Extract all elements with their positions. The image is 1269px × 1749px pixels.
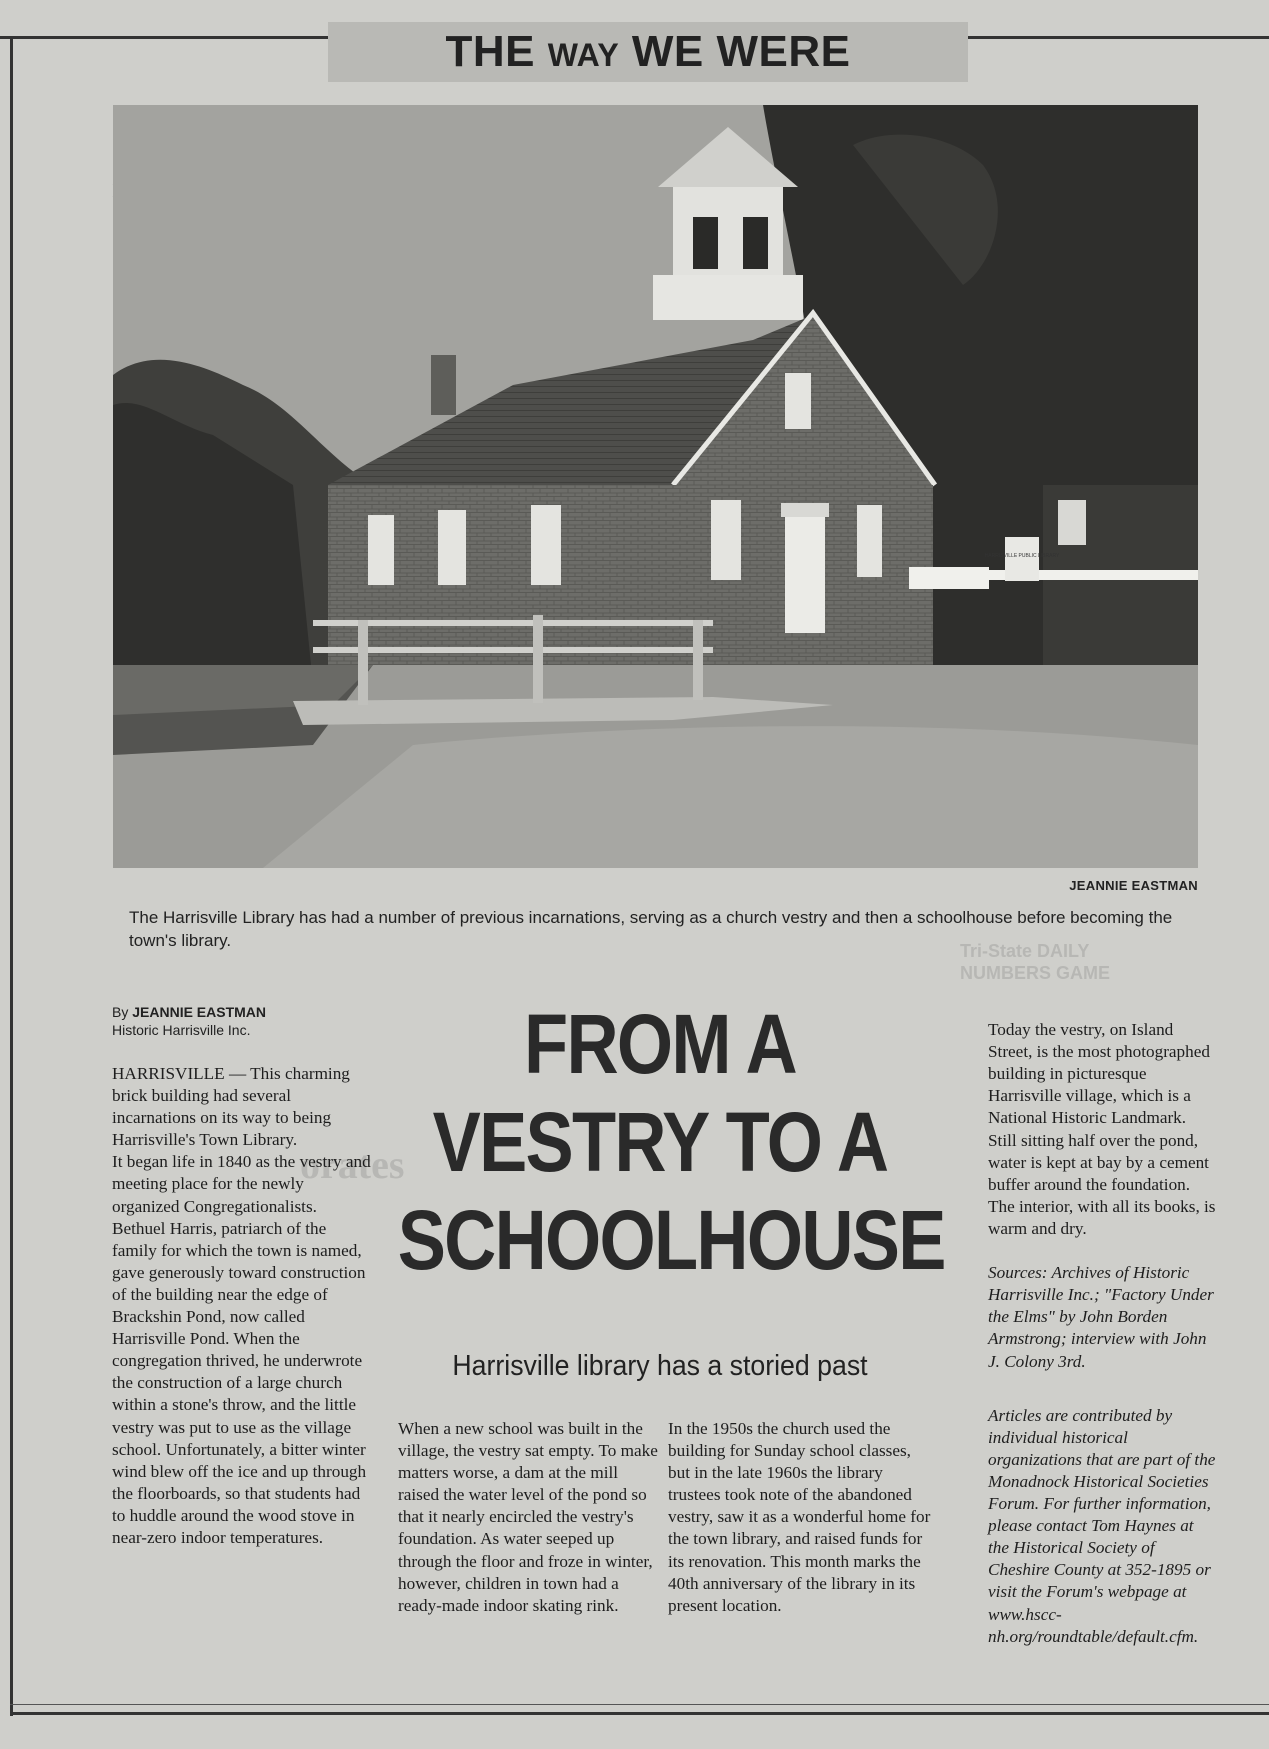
column-4-sources: Sources: Archives of Historic Harrisville Inc.; "Factory Under the Elms" by John Borden Armstrong; interview with John J. Colony 3rd. xyxy=(988,1263,1214,1371)
chimney xyxy=(431,355,456,415)
column-4-contributors: Articles are contributed by individual historical organizations that are part of the Monadnock Historical Societies Forum. For further information, please contact Tom Haynes at the Historical Society of Cheshire County at 352-1895 or visit the Forum's webpage at www.hscc-nh.org/roundtable/default.cfm. xyxy=(988,1405,1216,1646)
photo-caption: The Harrisville Library has had a number of previous incarnations, serving as a church vestry and then a schoolhouse before becoming the town's library. xyxy=(129,908,1173,950)
frame-rule-top-right xyxy=(968,36,1269,39)
bleed-text-middle: orates xyxy=(300,1142,405,1187)
article-column-4 xyxy=(988,997,1218,1670)
article-column-1: HARRISVILLE — This charming brick building had several incarnations on its way to being Harrisville's Town Library. It began life in 1840 as the vestry and meeting place for the newly organized Congregationalists. Bethuel Harris, patriarch of the family for which the town is named, gave generously toward construction of the building near the edge of Brackshin Pond, now called Harrisville Pond. When the congregation thrived, he underwrote the construction of a large church within a stone's throw, and the little vestry was put to use as the village school. Unfortunately, a bitter winter wind blew off the ice and up through the floorboards, so that students had to huddle around the wood stove in near-zero indoor temperatures. xyxy=(112,1064,371,1547)
frame-rule-bottom-thin xyxy=(10,1704,1269,1705)
banner-we-were: WE WERE xyxy=(631,27,851,76)
column-4-main: Today the vestry, on Island Street, is the most photographed building in picturesque Harrisville village, which is a National Historic Landmark. Still sitting half over the pond, water is kept at bay by a cement buffer around the foundation. The interior, with all its books, is warm and dry. xyxy=(988,1020,1216,1238)
frame-rule-top-left xyxy=(0,36,330,39)
library-photograph xyxy=(113,105,1198,868)
library-sign-text: HARRISVILLE PUBLIC LIBRARY xyxy=(984,553,1060,559)
byline xyxy=(112,1003,352,1039)
belfry-opening-right xyxy=(743,217,768,269)
article-column-3: In the 1950s the church used the building for Sunday school classes, but in the late 1960s the library trustees took note of the abandoned vestry, saw it as a wonderful home for the town library, and raised funds for its renovation. This month marks the 40th anniversary of the library in its present location. xyxy=(668,1419,931,1615)
byline-author: JEANNIE EASTMAN xyxy=(132,1004,267,1020)
bleed-text-right: Tri-State DAILY NUMBERS GAME xyxy=(960,941,1111,983)
house-window xyxy=(1058,500,1086,545)
article-subhead: Harrisville library has a storied past xyxy=(452,1350,868,1382)
door-transom xyxy=(781,503,829,517)
article-column-2: When a new school was built in the village, the vestry sat empty. To make matters worse, a dam at the mill raised the water level of the pond so that it nearly encircled the vestry's foundation. As water seeped up through the floor and froze in winter, however, children in town had a ready-made indoor skating rink. xyxy=(398,1419,658,1615)
article-headline xyxy=(397,995,945,1289)
belfry-base xyxy=(653,275,803,320)
headline-line-1: FROM A xyxy=(524,997,796,1091)
byline-affiliation: Historic Harrisville Inc. xyxy=(112,1022,251,1038)
byline-prefix: By xyxy=(112,1004,129,1020)
front-door xyxy=(785,513,825,633)
banner-way: WAY xyxy=(547,37,620,73)
banner-the: THE xyxy=(445,27,535,76)
photo-illustration xyxy=(113,105,1198,868)
belfry-opening-left xyxy=(693,217,718,269)
section-banner xyxy=(328,22,968,82)
headline-line-3: SCHOOLHOUSE xyxy=(397,1193,945,1287)
frame-rule-bottom xyxy=(10,1712,1269,1715)
library-sign xyxy=(1005,537,1039,581)
frame-rule-left xyxy=(10,36,13,1716)
headline-line-2: VESTRY TO A xyxy=(432,1095,888,1189)
photo-credit: JEANNIE EASTMAN xyxy=(1069,878,1198,893)
